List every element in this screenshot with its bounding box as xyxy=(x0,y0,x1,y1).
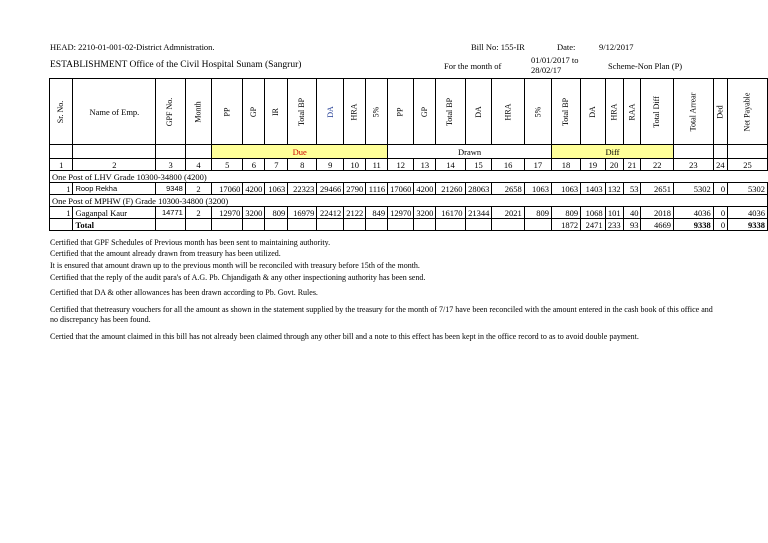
col-header-month: Month xyxy=(185,79,211,145)
col-header-total-arrear: Total Arrear xyxy=(673,79,713,145)
section-title: One Post of MPHW (F) Grade 10300-34800 (3200) xyxy=(50,195,768,207)
certificate-line: Certied that the amount claimed in this bill has not already been claimed through any other bill and a note to this effect has been kept in the office record to as to avoid double payment. xyxy=(50,332,639,341)
certificate-line: Certified that thetreasury vouchers for all the amount as shown in the statement supplied by the treasury for the month of 7/17 have been reconciled with the amount entered in the cash book of this office and no discrepancy has been found. xyxy=(50,305,713,324)
col-header-net-payable: Net Payable xyxy=(728,79,768,145)
col-header-ded: Ded xyxy=(713,79,727,145)
table-row: 1 Roop Rekha 9348 2 17060 4200 1063 22323 29466 2790 1116 17060 4200 21260 28063 2658 1063 1063 1403 132 53 2651 5302 0 5302 xyxy=(50,183,768,195)
col-header-drawn-gp: GP xyxy=(414,79,436,145)
certificate-line: Certified that GPF Schedules of Previous month has been sent to maintaining authority. xyxy=(50,238,331,247)
col-header-name: Name of Emp. xyxy=(73,79,156,145)
certificate-line: It is ensured that amount drawn up to the previous month will be reconciled with treasury before 15th of the month. xyxy=(50,261,420,270)
col-header-due-da: DA xyxy=(317,79,344,145)
col-header-due-total-bp: Total BP xyxy=(288,79,317,145)
scheme-label: Scheme-Non Plan (P) xyxy=(608,61,683,71)
group-due: Due xyxy=(212,145,388,159)
col-header-sr-no: Sr. No. xyxy=(50,79,73,145)
employee-name: Roop Rekha xyxy=(73,183,156,195)
date-value: 9/12/2017 xyxy=(599,42,634,52)
employee-name: Gaganpal Kaur xyxy=(73,207,156,219)
col-header-due-hra: HRA xyxy=(344,79,366,145)
col-header-total-diff: Total Diff xyxy=(641,79,674,145)
total-row: Total 1872 2471 233 93 4669 9338 0 9338 xyxy=(50,219,768,231)
column-number-row: 1 2 3 4 5 6 7 8 9 10 11 12 13 14 15 16 17 18 19 20 21 22 23 24 25 xyxy=(50,159,768,171)
col-header-diff-total-bp: Total BP xyxy=(551,79,580,145)
establishment-title: ESTABLISHMENT Office of the Civil Hospital Sunam (Sangrur) xyxy=(50,60,302,70)
certificate-line: Certified that the reply of the audit para's of A.G. Pb. Chjandigath & any other inspectioning authority has been send. xyxy=(50,273,426,282)
group-diff: Diff xyxy=(551,145,673,159)
bill-number: Bill No: 155-IR xyxy=(471,42,525,52)
col-header-drawn-pp: PP xyxy=(388,79,414,145)
certificate-line: Certified that the amount already drawn from treasury has been utilized. xyxy=(50,249,281,258)
period-from: 01/01/2017 to xyxy=(531,55,579,65)
col-header-diff-da: DA xyxy=(581,79,606,145)
section-title-row xyxy=(50,195,768,207)
section-title: One Post of LHV Grade 10300-34800 (4200) xyxy=(50,171,768,183)
arrear-table xyxy=(49,78,768,231)
col-header-diff-raa: RAA xyxy=(623,79,641,145)
col-header-due-gp: GP xyxy=(243,79,265,145)
column-header-row xyxy=(50,79,768,145)
table-row: 1 Gaganpal Kaur 14771 2 12970 3200 809 16979 22412 2122 849 12970 3200 16170 21344 2021 809 809 1068 101 40 2018 4036 0 4036 xyxy=(50,207,768,219)
certificate-line: Certified that DA & other allowances has been drawn according to Pb. Govt. Rules. xyxy=(50,288,318,297)
head-of-account: HEAD: 2210-01-001-02-District Admnistration. xyxy=(50,42,215,52)
col-header-due-ir: IR xyxy=(265,79,288,145)
for-month-label: For the month of xyxy=(444,61,502,71)
total-label: Total xyxy=(73,219,156,231)
total-arrear-value: 9338 xyxy=(673,219,713,231)
col-header-gpf-no: GPF No. xyxy=(156,79,185,145)
col-header-drawn-hra: HRA xyxy=(492,79,524,145)
col-header-drawn-5pct: 5% xyxy=(524,79,551,145)
col-header-due-pp: PP xyxy=(212,79,243,145)
section-title-row xyxy=(50,171,768,183)
group-header-row xyxy=(50,145,768,159)
date-label: Date: xyxy=(557,42,576,52)
period-to: 28/02/17 xyxy=(531,65,562,75)
col-header-due-5pct: 5% xyxy=(366,79,388,145)
col-header-drawn-total-bp: Total BP xyxy=(436,79,465,145)
net-payable-value: 9338 xyxy=(728,219,768,231)
group-drawn: Drawn xyxy=(388,145,552,159)
col-header-drawn-da: DA xyxy=(465,79,492,145)
col-header-diff-hra: HRA xyxy=(605,79,623,145)
